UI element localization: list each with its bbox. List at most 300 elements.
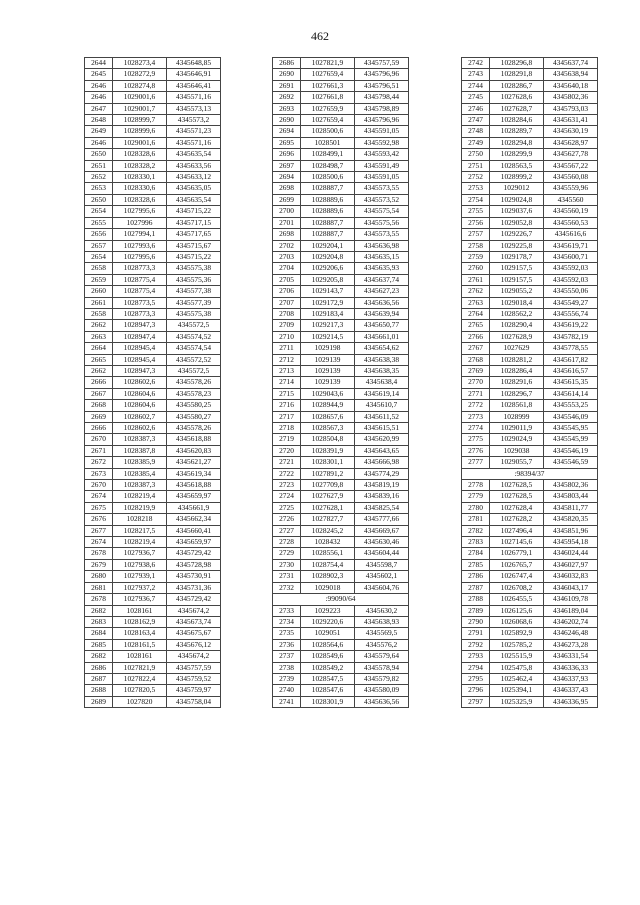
y-coordinate: 4345571,16 — [167, 92, 221, 103]
point-number: 2783 — [462, 537, 490, 548]
table-row — [462, 160, 598, 171]
y-coordinate: 4345777,66 — [355, 514, 409, 525]
y-coordinate: 4345675,67 — [167, 628, 221, 639]
x-coordinate: 1028889,6 — [301, 206, 355, 217]
x-coordinate: 1027659,4 — [301, 115, 355, 126]
x-coordinate: 1028291,6 — [490, 377, 544, 388]
table-row — [273, 297, 409, 308]
point-number: 2745 — [462, 92, 490, 103]
point-number: 2704 — [273, 263, 301, 274]
table-row — [273, 616, 409, 627]
point-number: 2681 — [85, 582, 113, 593]
y-coordinate: 4345630,46 — [355, 537, 409, 548]
y-coordinate: 4345759,97 — [167, 685, 221, 696]
table-row — [462, 616, 598, 627]
y-coordinate: 4345717,65 — [167, 229, 221, 240]
point-number: 2727 — [273, 525, 301, 536]
x-coordinate: 1027936,7 — [113, 548, 167, 559]
y-coordinate: 4345621,27 — [167, 457, 221, 468]
y-coordinate: 4345546,09 — [544, 411, 598, 422]
y-coordinate: 4345638,4 — [355, 377, 409, 388]
x-coordinate: 1028604,6 — [113, 388, 167, 399]
x-coordinate: 1027661,3 — [301, 80, 355, 91]
x-coordinate: 1027822,4 — [113, 673, 167, 684]
y-coordinate: 4345620,83 — [167, 445, 221, 456]
y-coordinate: 4345616,57 — [544, 365, 598, 376]
table-row — [462, 388, 598, 399]
y-coordinate: 4345578,23 — [167, 388, 221, 399]
x-coordinate: 1028219,9 — [113, 502, 167, 513]
x-coordinate: 1028385,4 — [113, 468, 167, 479]
point-number: 2670 — [85, 480, 113, 491]
y-coordinate: 4345648,85 — [167, 58, 221, 69]
point-number: 2777 — [462, 457, 490, 468]
table-row — [273, 183, 409, 194]
y-coordinate: 4345729,42 — [167, 594, 221, 605]
y-coordinate: 4345591,05 — [355, 172, 409, 183]
table-row — [273, 251, 409, 262]
x-coordinate: 1027995,6 — [113, 206, 167, 217]
x-coordinate: 1029024,8 — [490, 194, 544, 205]
x-coordinate: 1027659,9 — [301, 103, 355, 114]
point-number: 2780 — [462, 502, 490, 513]
point-number: 2664 — [85, 343, 113, 354]
x-coordinate: 1027936,7 — [113, 594, 167, 605]
table-row — [273, 172, 409, 183]
table-row — [85, 69, 221, 80]
y-coordinate: 4345615,35 — [544, 377, 598, 388]
table-row — [462, 365, 598, 376]
x-coordinate: 1025892,9 — [490, 628, 544, 639]
y-coordinate: 4345575,38 — [167, 308, 221, 319]
x-coordinate: 1028501 — [301, 137, 355, 148]
table-row — [273, 274, 409, 285]
point-number: 2719 — [273, 434, 301, 445]
x-coordinate: 1029220,6 — [301, 616, 355, 627]
point-number: 2728 — [273, 537, 301, 548]
y-coordinate: 4345793,03 — [544, 103, 598, 114]
point-number: 2658 — [85, 308, 113, 319]
y-coordinate: 4345635,54 — [167, 149, 221, 160]
x-coordinate: 1028328,2 — [113, 160, 167, 171]
point-number: 2679 — [85, 559, 113, 570]
y-coordinate: 4345715,22 — [167, 251, 221, 262]
x-coordinate: 1028161 — [113, 651, 167, 662]
y-coordinate: 4345635,15 — [355, 251, 409, 262]
point-number: 2751 — [462, 160, 490, 171]
table-row — [273, 229, 409, 240]
table-row — [273, 388, 409, 399]
y-coordinate: 4345646,41 — [167, 80, 221, 91]
y-coordinate: 4345600,71 — [544, 251, 598, 262]
y-coordinate: 4345820,35 — [544, 514, 598, 525]
table-row — [273, 434, 409, 445]
x-coordinate: 1029206,6 — [301, 263, 355, 274]
point-number: 2732 — [273, 582, 301, 593]
point-number: 2757 — [462, 229, 490, 240]
x-coordinate: 1025462,4 — [490, 673, 544, 684]
point-number: 2754 — [462, 194, 490, 205]
table-row — [85, 662, 221, 673]
y-coordinate: 4345638,38 — [355, 354, 409, 365]
point-number: 2680 — [85, 571, 113, 582]
y-coordinate: 4345578,94 — [355, 662, 409, 673]
x-coordinate: 1028500,6 — [301, 172, 355, 183]
point-number: 2791 — [462, 628, 490, 639]
table-row — [85, 548, 221, 559]
point-number: 2674 — [85, 491, 113, 502]
x-coordinate: 1029143,7 — [301, 286, 355, 297]
table-row — [273, 286, 409, 297]
point-number: 2646 — [85, 137, 113, 148]
table-row — [462, 457, 598, 468]
y-coordinate: 4345676,12 — [167, 639, 221, 650]
x-coordinate: 1028775,4 — [113, 286, 167, 297]
table-row — [462, 594, 598, 605]
point-number: 2786 — [462, 571, 490, 582]
table-row — [462, 172, 598, 183]
x-coordinate: 1027628,5 — [490, 491, 544, 502]
point-number: 2675 — [85, 502, 113, 513]
point-number: 2718 — [273, 423, 301, 434]
table-row — [273, 160, 409, 171]
y-coordinate: 4345573,2 — [167, 115, 221, 126]
y-coordinate: 4345627,78 — [544, 149, 598, 160]
x-coordinate: 1026765,7 — [490, 559, 544, 570]
table-row — [273, 149, 409, 160]
table-row — [85, 525, 221, 536]
table-row — [462, 194, 598, 205]
y-coordinate: 4345659,97 — [167, 491, 221, 502]
point-number: 2762 — [462, 286, 490, 297]
point-number: 2758 — [462, 240, 490, 251]
y-coordinate: 4346027,97 — [544, 559, 598, 570]
table-row — [273, 571, 409, 582]
x-coordinate: 1029018,4 — [490, 297, 544, 308]
y-coordinate: 4346336,33 — [544, 662, 598, 673]
y-coordinate: 4345575,36 — [167, 274, 221, 285]
point-number: 2647 — [85, 103, 113, 114]
point-number: 2734 — [273, 616, 301, 627]
x-coordinate: 1029198 — [301, 343, 355, 354]
y-coordinate: 4345659,97 — [167, 537, 221, 548]
table-row — [462, 411, 598, 422]
x-coordinate: 1029024,9 — [490, 434, 544, 445]
x-coordinate: 1029204,1 — [301, 240, 355, 251]
x-coordinate: 1027994,1 — [113, 229, 167, 240]
x-coordinate: 1028162,9 — [113, 616, 167, 627]
x-coordinate: 1027628,7 — [490, 103, 544, 114]
point-number: 2737 — [273, 651, 301, 662]
point-number: 2779 — [462, 491, 490, 502]
y-coordinate: 4345573,55 — [355, 183, 409, 194]
point-number: 2693 — [273, 103, 301, 114]
point-number: 2759 — [462, 251, 490, 262]
y-coordinate: 4345729,42 — [167, 548, 221, 559]
table-row — [462, 514, 598, 525]
point-number: 2650 — [85, 194, 113, 205]
x-coordinate: 1029055,7 — [490, 457, 544, 468]
y-coordinate: 4345574,52 — [167, 331, 221, 342]
point-number: 2785 — [462, 559, 490, 570]
table-row — [462, 423, 598, 434]
table-row — [85, 400, 221, 411]
page-number: 462 — [311, 29, 329, 43]
x-coordinate: 1028218 — [113, 514, 167, 525]
y-coordinate: 4345618,88 — [167, 434, 221, 445]
table-row — [85, 194, 221, 205]
table-row — [85, 92, 221, 103]
x-coordinate: 1028504,8 — [301, 434, 355, 445]
x-coordinate: 1028301,1 — [301, 457, 355, 468]
table-row — [273, 559, 409, 570]
point-number: 2672 — [85, 457, 113, 468]
point-number: 2782 — [462, 525, 490, 536]
point-number: 2720 — [273, 445, 301, 456]
table-row — [462, 308, 598, 319]
table-row — [273, 137, 409, 148]
table-row — [273, 377, 409, 388]
y-coordinate: 4345593,42 — [355, 149, 409, 160]
point-number: 2671 — [85, 445, 113, 456]
point-number: 2698 — [273, 229, 301, 240]
y-coordinate: 4345633,12 — [167, 172, 221, 183]
table-row — [462, 480, 598, 491]
y-coordinate: 4345637,74 — [544, 58, 598, 69]
y-coordinate: 4345592,03 — [544, 274, 598, 285]
table-row — [462, 525, 598, 536]
table-row — [273, 685, 409, 696]
y-coordinate: 4345572,52 — [167, 354, 221, 365]
point-number: 2770 — [462, 377, 490, 388]
point-number: 2773 — [462, 411, 490, 422]
x-coordinate: 1026747,4 — [490, 571, 544, 582]
x-coordinate: 1027628,5 — [490, 480, 544, 491]
table-row — [462, 491, 598, 502]
point-number: 2649 — [85, 126, 113, 137]
point-number: 2697 — [273, 160, 301, 171]
point-number: 2677 — [85, 525, 113, 536]
x-coordinate: 1028902,3 — [301, 571, 355, 582]
table-row — [273, 240, 409, 251]
y-coordinate: 4345567,22 — [544, 160, 598, 171]
point-number: 2717 — [273, 411, 301, 422]
point-number: 2789 — [462, 605, 490, 616]
point-number: 2797 — [462, 696, 490, 707]
y-coordinate: 4345715,67 — [167, 240, 221, 251]
table-row — [462, 137, 598, 148]
y-coordinate: 4345954,18 — [544, 537, 598, 548]
point-number: 2753 — [462, 183, 490, 194]
point-number: 2740 — [273, 685, 301, 696]
point-number: 2674 — [85, 537, 113, 548]
point-number: 2692 — [273, 92, 301, 103]
x-coordinate: 1028289,7 — [490, 126, 544, 137]
y-coordinate: 4345796,96 — [355, 115, 409, 126]
y-coordinate: 4345638,94 — [544, 69, 598, 80]
point-number: 2658 — [85, 263, 113, 274]
point-number: 2746 — [462, 103, 490, 114]
y-coordinate: 4345578,26 — [167, 423, 221, 434]
x-coordinate: 1028887,7 — [301, 229, 355, 240]
x-coordinate: 1028775,4 — [113, 274, 167, 285]
table-row — [273, 480, 409, 491]
point-number: 2648 — [85, 115, 113, 126]
point-number: 2763 — [462, 297, 490, 308]
x-coordinate: 1029051 — [301, 628, 355, 639]
table-row — [85, 628, 221, 639]
point-number: 2656 — [85, 229, 113, 240]
x-coordinate: 1028500,6 — [301, 126, 355, 137]
y-coordinate: 4345662,34 — [167, 514, 221, 525]
y-coordinate: 4345628,97 — [544, 137, 598, 148]
table-row — [273, 423, 409, 434]
point-number: 2716 — [273, 400, 301, 411]
point-number: 2771 — [462, 388, 490, 399]
point-number: 2666 — [85, 377, 113, 388]
point-number: 2673 — [85, 468, 113, 479]
x-coordinate: 1028286,4 — [490, 365, 544, 376]
x-coordinate: 1028602,6 — [113, 423, 167, 434]
x-coordinate: 1028328,6 — [113, 194, 167, 205]
point-number: 2707 — [273, 297, 301, 308]
x-coordinate: 1028999,7 — [113, 115, 167, 126]
x-coordinate: 1029178,7 — [490, 251, 544, 262]
x-coordinate: 1028947,3 — [113, 320, 167, 331]
table-row — [85, 696, 221, 707]
point-number: 2713 — [273, 365, 301, 376]
y-coordinate: 4345571,23 — [167, 126, 221, 137]
table-row — [462, 605, 598, 616]
y-coordinate: 4345572,5 — [167, 320, 221, 331]
point-number: 2755 — [462, 206, 490, 217]
y-coordinate: 4345592,03 — [544, 263, 598, 274]
table-row — [462, 685, 598, 696]
table-row — [273, 103, 409, 114]
y-coordinate: 4345575,56 — [355, 217, 409, 228]
y-coordinate: 4345811,77 — [544, 502, 598, 513]
point-number: 2709 — [273, 320, 301, 331]
y-coordinate: 4345545,95 — [544, 423, 598, 434]
coordinate-table-column-3 — [461, 57, 598, 708]
table-row — [462, 217, 598, 228]
point-number: 2698 — [273, 183, 301, 194]
y-coordinate: 4345774,29 — [355, 468, 409, 479]
x-coordinate: 1028219,4 — [113, 537, 167, 548]
point-number: 2738 — [273, 662, 301, 673]
y-coordinate: 4345575,54 — [355, 206, 409, 217]
table-row — [462, 80, 598, 91]
table-row — [273, 217, 409, 228]
x-coordinate: 1028773,5 — [113, 297, 167, 308]
point-number: 2747 — [462, 115, 490, 126]
table-row — [85, 297, 221, 308]
y-coordinate: 4345796,96 — [355, 69, 409, 80]
x-coordinate: 1027496,4 — [490, 525, 544, 536]
point-number: 2690 — [273, 115, 301, 126]
y-coordinate: 4345638,35 — [355, 365, 409, 376]
y-coordinate: 4345802,36 — [544, 480, 598, 491]
point-number: 2739 — [273, 673, 301, 684]
y-coordinate: 4345637,74 — [355, 274, 409, 285]
x-coordinate: 1028657,6 — [301, 411, 355, 422]
table-row — [85, 160, 221, 171]
y-coordinate: 4345578,26 — [167, 377, 221, 388]
point-number: 2708 — [273, 308, 301, 319]
point-number: 2752 — [462, 172, 490, 183]
table-row — [273, 662, 409, 673]
point-number: 2688 — [85, 685, 113, 696]
y-coordinate: 4345635,93 — [355, 263, 409, 274]
x-coordinate: 1026068,6 — [490, 616, 544, 627]
x-coordinate: 1028330,6 — [113, 183, 167, 194]
y-coordinate: 4345803,44 — [544, 491, 598, 502]
y-coordinate: 4345635,54 — [167, 194, 221, 205]
point-number: 2722 — [273, 468, 301, 479]
x-coordinate: 1029139 — [301, 377, 355, 388]
point-number: 2691 — [273, 80, 301, 91]
table-row — [273, 457, 409, 468]
point-number: 2694 — [273, 172, 301, 183]
y-coordinate: 4346024,44 — [544, 548, 598, 559]
y-coordinate: 4345580,25 — [167, 400, 221, 411]
table-row — [273, 548, 409, 559]
point-number: 2792 — [462, 639, 490, 650]
table-row — [85, 377, 221, 388]
x-coordinate: 1028945,4 — [113, 343, 167, 354]
x-coordinate: 1029217,3 — [301, 320, 355, 331]
point-number: 2715 — [273, 388, 301, 399]
x-coordinate: 1029214,5 — [301, 331, 355, 342]
y-coordinate: 4346337,93 — [544, 673, 598, 684]
x-coordinate: 1027145,6 — [490, 537, 544, 548]
table-row — [85, 217, 221, 228]
y-coordinate: 4346032,83 — [544, 571, 598, 582]
y-coordinate: 4345592,98 — [355, 137, 409, 148]
point-number: 2682 — [85, 605, 113, 616]
x-coordinate: 1028163,4 — [113, 628, 167, 639]
table-row — [85, 251, 221, 262]
point-number: 2686 — [273, 58, 301, 69]
table-row — [85, 468, 221, 479]
table-row — [85, 445, 221, 456]
point-number: 2775 — [462, 434, 490, 445]
table-row — [462, 58, 598, 69]
x-coordinate: 1028999 — [490, 411, 544, 422]
point-number: 2778 — [462, 480, 490, 491]
y-coordinate: 4345579,64 — [355, 651, 409, 662]
x-coordinate: 1028299,9 — [490, 149, 544, 160]
y-coordinate: 4345643,65 — [355, 445, 409, 456]
point-number: 2730 — [273, 559, 301, 570]
table-row — [273, 651, 409, 662]
point-number: 2760 — [462, 263, 490, 274]
y-coordinate: 4345560,08 — [544, 172, 598, 183]
y-coordinate: 4345573,13 — [167, 103, 221, 114]
point-number: 2687 — [85, 673, 113, 684]
x-coordinate: 1028999,2 — [490, 172, 544, 183]
x-coordinate: 1029204,8 — [301, 251, 355, 262]
table-row — [273, 69, 409, 80]
table-row — [462, 69, 598, 80]
x-coordinate: 1025325,9 — [490, 696, 544, 707]
point-number: 2676 — [85, 514, 113, 525]
point-number: 2743 — [462, 69, 490, 80]
point-number: 2662 — [85, 320, 113, 331]
point-number: 2662 — [85, 365, 113, 376]
point-number: 2682 — [85, 651, 113, 662]
x-coordinate: 1027629 — [490, 343, 544, 354]
